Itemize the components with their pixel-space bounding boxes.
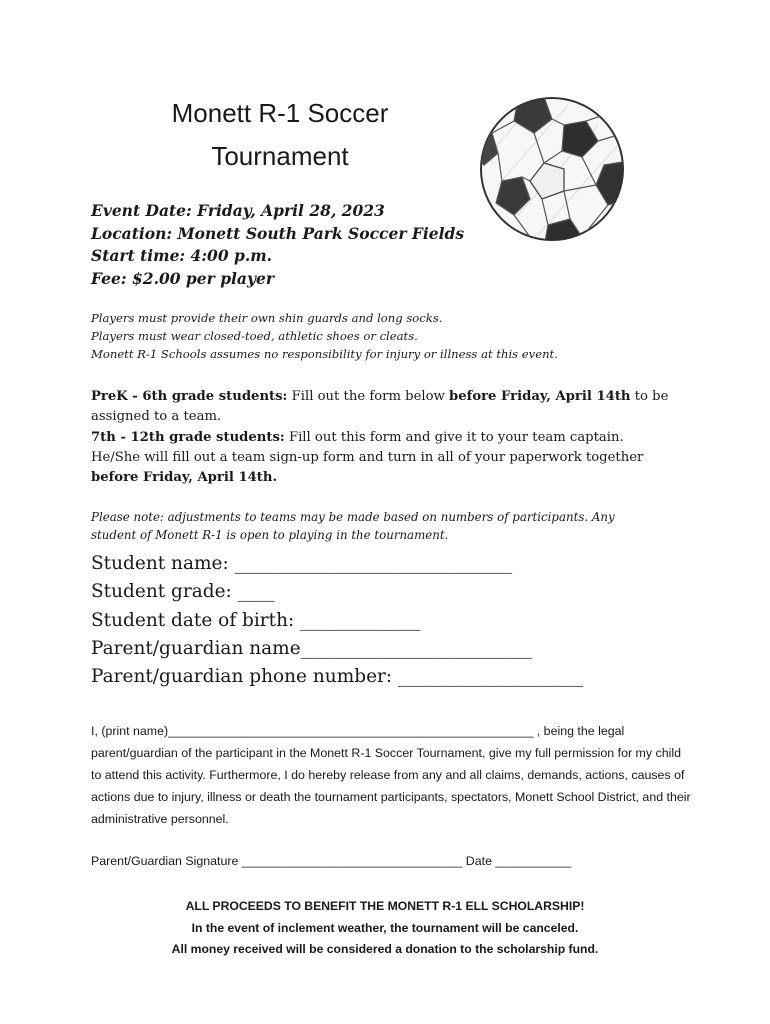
prek-instructions: PreK - 6th grade students: Fill out the form below before Friday, April 14th to be assigned to a team. — [91, 389, 669, 425]
release-text: I, (print name)_____________________________________________________ , being the legal parent/guardian of the participant in the Monett R-1 Soccer Tournament, give my full permission for my child to attend this activity. Furthermore, I do hereby release from any and all claims, demands, actions, causes of actions due to injury, illness or death the tournament participants, spectators, Monett School District, and their administrative personnel. — [91, 724, 691, 826]
team-adjustment-note: Please note: adjustments to teams may be made based on numbers of participants. Any student of Monett R-1 is open to playing in the tournament. — [91, 510, 615, 542]
footer-line-2: In the event of inclement weather, the tournament will be canceled. — [191, 920, 579, 935]
parent-name-field[interactable]: Parent/guardian name_________________________ — [91, 637, 532, 659]
soccer-ball-icon — [478, 95, 626, 243]
footer-notice — [60, 896, 710, 961]
title-line-1: Monett R-1 Soccer — [171, 98, 389, 128]
event-date: Event Date: Friday, April 28, 2023 — [91, 201, 385, 220]
liability-release — [91, 720, 691, 830]
event-location: Location: Monett South Park Soccer Fields — [91, 223, 465, 243]
student-form-fields — [91, 550, 583, 691]
upper-grade-instructions: 7th - 12th grade students: Fill out this form and give it to your team captain. He/She will fill out a team sign-up form and turn in all of your paperwork together before Friday, April 14th. — [91, 429, 644, 486]
student-grade-field[interactable]: Student grade: ____ — [91, 581, 275, 603]
parent-phone-field[interactable]: Parent/guardian phone number: ____________________ — [91, 666, 583, 688]
player-rules — [91, 309, 558, 363]
event-details — [91, 200, 464, 290]
footer-line-1: ALL PROCEEDS TO BENEFIT THE MONETT R-1 ELL SCHOLARSHIP! — [185, 899, 585, 913]
prek-deadline: before Friday, April 14th — [449, 389, 631, 404]
student-name-field[interactable]: Student name: ______________________________ — [91, 553, 513, 574]
event-fee: Fee: $2.00 per player — [91, 268, 274, 288]
rule-item: Players must wear closed-toed, athletic shoes or cleats. — [91, 329, 418, 343]
rule-item: Monett R-1 Schools assumes no responsibility for injury or illness at this event. — [91, 347, 558, 361]
upper-grade-label: 7th - 12th grade students: — [91, 429, 285, 445]
upper-grade-deadline: before Friday, April 14th. — [91, 470, 278, 486]
rule-item: Players must provide their own shin guards and long socks. — [91, 311, 443, 325]
title-line-2: Tournament — [211, 141, 349, 171]
page-title — [130, 92, 430, 178]
event-start-time: Start time: 4:00 p.m. — [91, 246, 273, 265]
prek-label: PreK - 6th grade students: — [91, 389, 288, 404]
registration-instructions — [91, 387, 676, 488]
student-dob-field[interactable]: Student date of birth: _____________ — [91, 609, 421, 631]
footer-line-3: All money received will be considered a donation to the scholarship fund. — [171, 942, 599, 956]
signature-line[interactable]: Parent/Guardian Signature ________________________________ Date ___________ — [91, 854, 572, 868]
